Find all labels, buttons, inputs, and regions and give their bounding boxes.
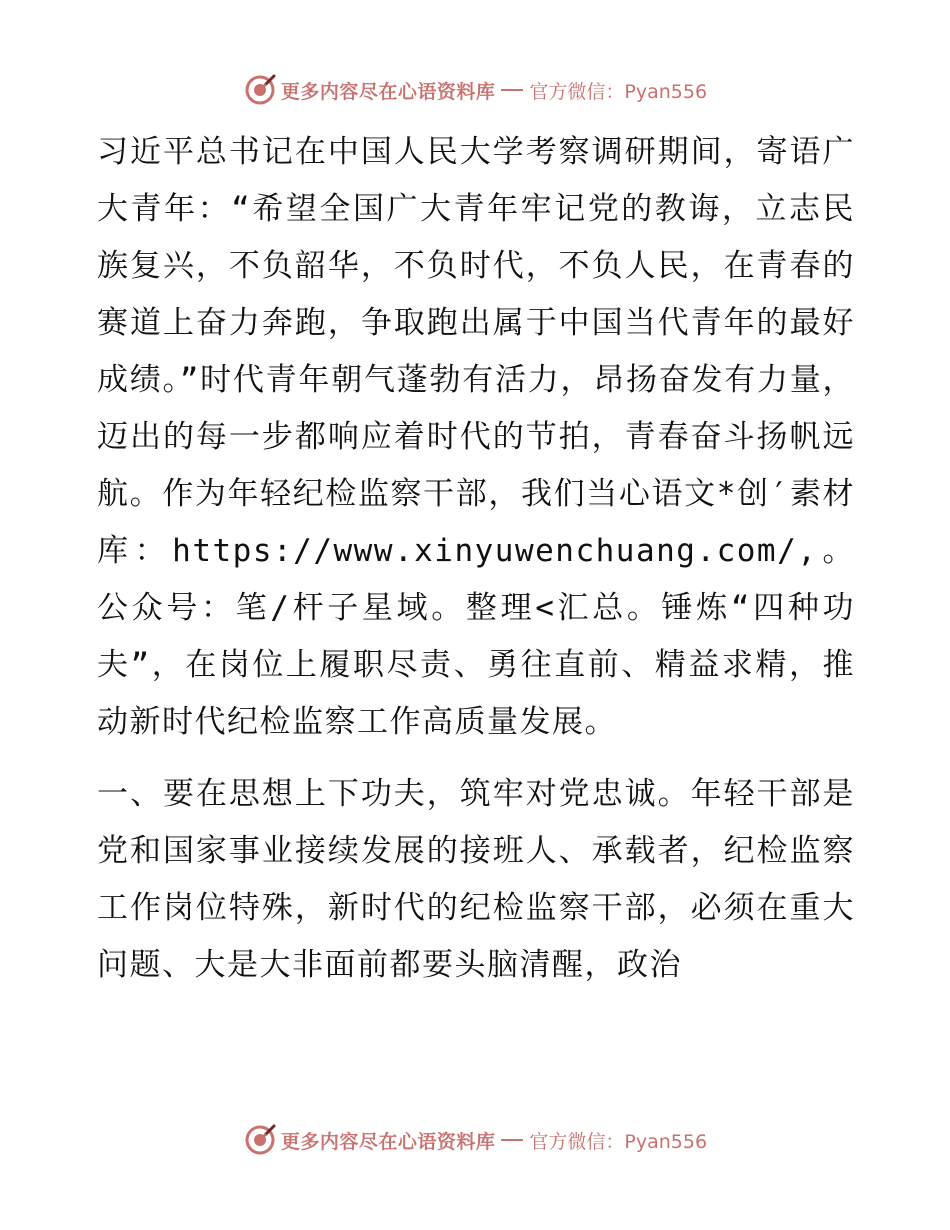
header-banner-dash <box>501 89 523 91</box>
document-body <box>97 124 855 994</box>
paragraph-section-one: 一、要在思想上下功夫，筑牢对党忠诚。年轻干部是党和国家事业接续发展的接班人、承载者，纪检监察工作岗位特殊，新时代的纪检监察干部，必须在重大问题、大是大非面前都要头脑清醒，政治 <box>97 776 855 983</box>
writing-brush-logo-icon <box>243 1123 277 1157</box>
header-banner <box>0 72 950 108</box>
writing-brush-logo-icon <box>243 73 277 107</box>
paragraph-intro: 习近平总书记在中国人民大学考察调研期间，寄语广大青年：“希望全国广大青年牢记党的教诲，立志民族复兴，不负韶华，不负时代，不负人民，在青春的赛道上奋力奔跑，争取跑出属于中国当代青年的最好成绩。”时代青年朝气蓬勃有活力，昂扬奋发有力量，迈出的每一步都响应着时代的节拍，青春奋斗扬帆远航。作为年轻纪检监察干部，我们当心语文*创′素材库：https://www.xinyuwenchuang.com/,。公众号：笔/杆子星域。整理<汇总。锤炼“四种功夫”，在岗位上履职尽责、勇往直前、精益求精，推动新时代纪检监察工作高质量发展。 <box>97 134 855 740</box>
header-wechat-text: 官方微信：Pyan556 <box>529 80 708 103</box>
header-banner-text: 更多内容尽在心语资料库 <box>280 80 496 103</box>
footer-banner <box>0 1122 950 1158</box>
footer-wechat-text: 官方微信：Pyan556 <box>529 1130 708 1153</box>
footer-banner-text: 更多内容尽在心语资料库 <box>280 1130 496 1153</box>
footer-banner-dash <box>501 1139 523 1141</box>
